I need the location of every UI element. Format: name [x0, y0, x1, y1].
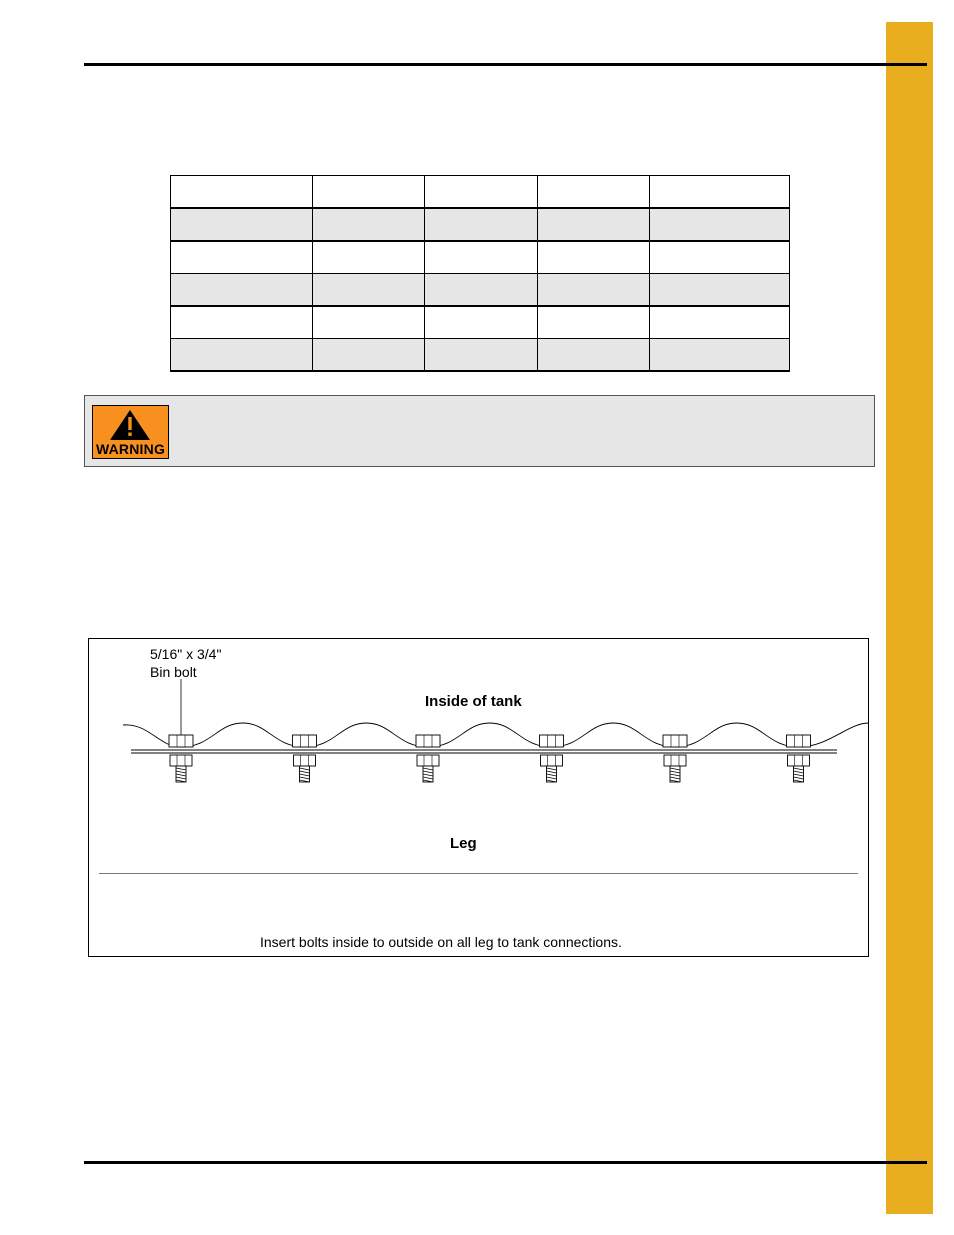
table-cell	[425, 306, 538, 339]
table-cell	[425, 339, 538, 372]
bin-bolt	[787, 735, 811, 782]
bin-bolt	[540, 735, 564, 782]
table-cell	[313, 306, 425, 339]
bin-bolt	[293, 735, 317, 782]
table-cell	[313, 339, 425, 372]
figure-divider	[99, 873, 858, 874]
table-cell	[171, 176, 313, 209]
table-row	[171, 339, 790, 372]
table-cell	[650, 274, 790, 307]
bolt-size-label: 5/16" x 3/4"	[150, 646, 222, 662]
table-cell	[313, 208, 425, 241]
section-side-tab	[886, 22, 933, 1214]
bolt-figure	[88, 638, 869, 957]
tank-wall-corrugation	[123, 723, 869, 747]
table-cell	[171, 274, 313, 307]
table-cell	[650, 176, 790, 209]
table-cell	[425, 274, 538, 307]
table-cell	[650, 306, 790, 339]
table-cell	[171, 306, 313, 339]
table-cell	[650, 241, 790, 274]
bin-bolt	[663, 735, 687, 782]
table-cell	[538, 208, 650, 241]
table-cell	[313, 274, 425, 307]
table-cell	[313, 241, 425, 274]
table-cell	[425, 176, 538, 209]
bin-bolt	[169, 735, 193, 782]
warning-box	[84, 395, 875, 467]
bin-bolt	[416, 735, 440, 782]
figure-caption: Insert bolts inside to outside on all leg to tank connections.	[260, 934, 622, 950]
table-cell	[171, 241, 313, 274]
table-header-row	[171, 176, 790, 209]
table-cell	[538, 241, 650, 274]
table-cell	[650, 208, 790, 241]
footer-rule	[84, 1161, 927, 1164]
table-cell	[538, 306, 650, 339]
table-cell	[425, 208, 538, 241]
table-cell	[650, 339, 790, 372]
table-cell	[538, 339, 650, 372]
table-cell	[171, 339, 313, 372]
leg-label: Leg	[450, 835, 477, 852]
bolt-type-label: Bin bolt	[150, 664, 197, 680]
table-cell	[538, 274, 650, 307]
inside-of-tank-label: Inside of tank	[425, 693, 522, 710]
table-cell	[425, 241, 538, 274]
warning-label: WARNING	[95, 441, 166, 457]
warning-triangle-icon	[92, 405, 169, 459]
table-row	[171, 274, 790, 307]
header-rule	[84, 63, 927, 66]
table-cell	[538, 176, 650, 209]
table-row	[171, 208, 790, 241]
table-cell	[171, 208, 313, 241]
table-row	[171, 306, 790, 339]
table-row	[171, 241, 790, 274]
table-cell	[313, 176, 425, 209]
bolt-diagram	[89, 639, 870, 869]
spec-table	[170, 175, 790, 372]
